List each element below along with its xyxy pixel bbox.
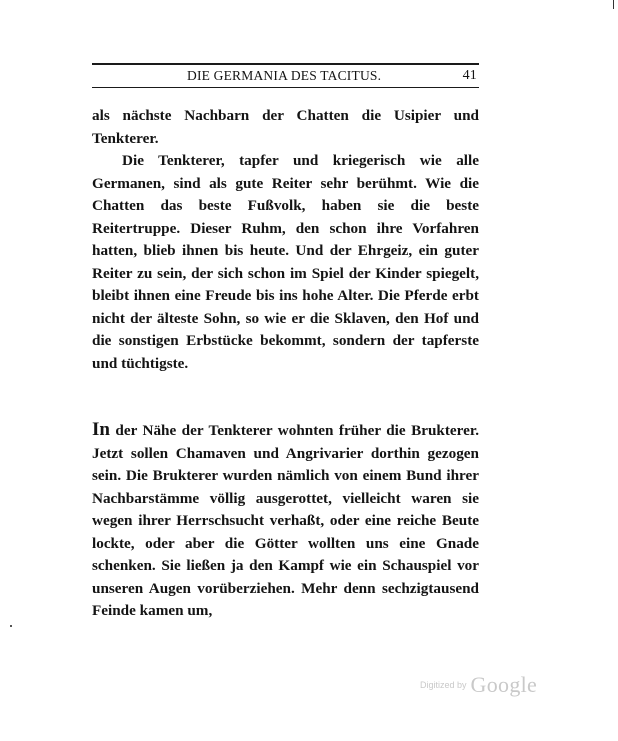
paragraph-continued: als nächste Nachbarn der Chatten die Usipier und Tenkterer. xyxy=(92,107,479,147)
paragraph-brukterer xyxy=(92,420,479,623)
page-number: 41 xyxy=(462,68,477,83)
scan-speck xyxy=(10,625,12,627)
section-initial: In xyxy=(92,419,110,440)
digitization-watermark xyxy=(420,672,537,698)
watermark-prefix: Digitized by xyxy=(420,680,467,690)
header-rule-bottom xyxy=(92,87,479,88)
paragraph-tenkterer: Die Tenkterer, tapfer und kriegerisch wie alle Germanen, sind als gute Reiter sehr berühmt. Wie die Chatten das beste Fußvolk, haben sie die beste Reitertruppe. Dieser Ruhm, den schon ihre Vorfahren hatten, blieb ihnen bis heute. Und der Ehrgeiz, ein guter Reiter zu sein, der sich schon im Spiel der Kinder spiegelt, bleibt ihnen eine Freude bis ins hohe Alter. Die Pferde erbt nicht der älteste Sohn, so wie er die Sklaven, den Hof und die sonstigen Erbstücke bekommt, sondern der tapferste und tüchtigste. xyxy=(92,152,479,372)
google-logo: Google xyxy=(470,672,538,697)
scan-edge-mark xyxy=(613,0,614,9)
header-rule-top xyxy=(92,63,479,65)
running-title: DIE GERMANIA DES TACITUS. xyxy=(187,68,382,83)
running-head xyxy=(92,66,479,86)
paragraph-brukterer-text: der Nähe der Tenkterer wohnten früher die Brukterer. Jetzt sollen Chamaven und Angrivarier dorthin gezogen sein. Die Brukterer wurden nämlich von einem Bund ihrer Nachbarstämme völlig ausgerottet, vielleicht waren sie wegen ihrer Herrschsucht verhaßt, oder eine reiche Beute lockte, oder aber die Götter wollten uns eine Gnade schenken. Sie ließen ja den Kampf wie ein Schauspiel vor unseren Augen vorüberziehen. Mehr denn sechzigtausend Feinde kamen um, xyxy=(92,422,479,619)
